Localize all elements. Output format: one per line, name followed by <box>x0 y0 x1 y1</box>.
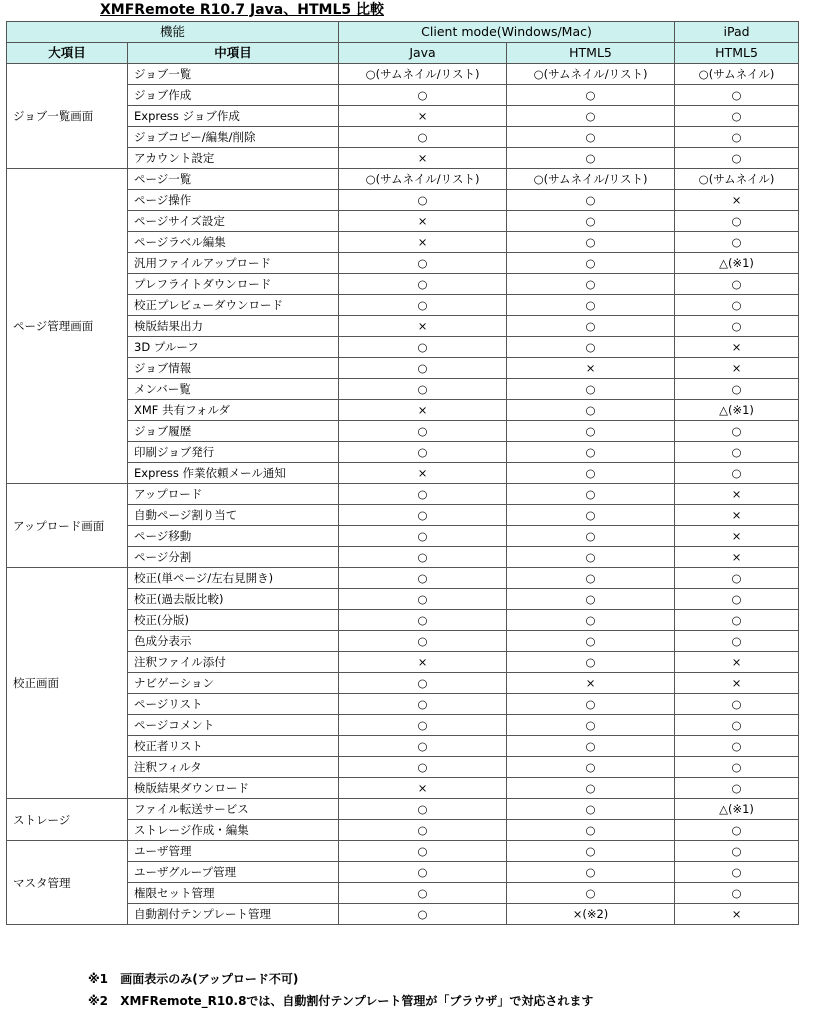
feature-cell: 3D プルーフ <box>128 337 339 358</box>
feature-cell: ページコメント <box>128 715 339 736</box>
html5-cell: ○ <box>507 316 675 337</box>
ipad-cell: ○ <box>675 694 799 715</box>
footnote-1 <box>88 968 593 990</box>
java-cell: × <box>339 463 507 484</box>
feature-cell: ジョブ作成 <box>128 85 339 106</box>
feature-cell: Express 作業依頼メール通知 <box>128 463 339 484</box>
category-cell: ストレージ <box>7 799 128 841</box>
html5-cell: ○ <box>507 337 675 358</box>
java-cell: ○ <box>339 274 507 295</box>
ipad-cell: ○ <box>675 820 799 841</box>
ipad-cell: ○ <box>675 610 799 631</box>
feature-cell: ページ移動 <box>128 526 339 547</box>
feature-cell: ユーザ管理 <box>128 841 339 862</box>
java-cell: ○ <box>339 841 507 862</box>
ipad-cell: × <box>675 673 799 694</box>
java-cell: ○ <box>339 568 507 589</box>
header-daikoumoku: 大項目 <box>7 43 128 64</box>
html5-cell: ○ <box>507 757 675 778</box>
java-cell: ○ <box>339 484 507 505</box>
ipad-cell: ○ <box>675 463 799 484</box>
feature-cell: 検版結果出力 <box>128 316 339 337</box>
table-row <box>7 484 799 505</box>
feature-cell: ナビゲーション <box>128 673 339 694</box>
java-cell: ○ <box>339 547 507 568</box>
html5-cell: ○ <box>507 463 675 484</box>
header-ipad: iPad <box>675 22 799 43</box>
ipad-cell: × <box>675 526 799 547</box>
footnote-mark: ※1 <box>88 972 109 986</box>
java-cell: ○ <box>339 757 507 778</box>
html5-cell: ○ <box>507 841 675 862</box>
html5-cell: ○ <box>507 400 675 421</box>
ipad-cell: × <box>675 547 799 568</box>
feature-cell: 注釈フィルタ <box>128 757 339 778</box>
java-cell: ○ <box>339 862 507 883</box>
html5-cell: ○ <box>507 799 675 820</box>
feature-cell: ファイル転送サービス <box>128 799 339 820</box>
ipad-cell: △(※1) <box>675 253 799 274</box>
java-cell: ○ <box>339 190 507 211</box>
ipad-cell: ○ <box>675 421 799 442</box>
category-cell: マスタ管理 <box>7 841 128 925</box>
feature-cell: ページ一覧 <box>128 169 339 190</box>
ipad-cell: ○ <box>675 106 799 127</box>
html5-cell: ○ <box>507 253 675 274</box>
feature-cell: 印刷ジョブ発行 <box>128 442 339 463</box>
feature-cell: ストレージ作成・編集 <box>128 820 339 841</box>
ipad-cell: ○(サムネイル) <box>675 169 799 190</box>
header-java: Java <box>339 43 507 64</box>
footnote-text: XMFRemote_R10.8では、自動割付テンプレート管理が「ブラウザ」で対応されます <box>120 994 594 1008</box>
html5-cell: ○ <box>507 652 675 673</box>
footnote-2 <box>88 990 593 1012</box>
java-cell: ○(サムネイル/リスト) <box>339 169 507 190</box>
html5-cell: ○ <box>507 85 675 106</box>
java-cell: ○ <box>339 736 507 757</box>
ipad-cell: × <box>675 484 799 505</box>
table-row <box>7 568 799 589</box>
feature-cell: 注釈ファイル添付 <box>128 652 339 673</box>
java-cell: ○ <box>339 715 507 736</box>
ipad-cell: ○ <box>675 295 799 316</box>
java-cell: ○ <box>339 799 507 820</box>
java-cell: × <box>339 400 507 421</box>
feature-cell: 権限セット管理 <box>128 883 339 904</box>
header-row-1 <box>7 22 799 43</box>
ipad-cell: ○ <box>675 841 799 862</box>
feature-cell: 校正(過去版比較) <box>128 589 339 610</box>
java-cell: ○ <box>339 505 507 526</box>
table-body <box>7 64 799 925</box>
html5-cell: ○(サムネイル/リスト) <box>507 169 675 190</box>
html5-cell: ○ <box>507 631 675 652</box>
feature-cell: XMF 共有フォルダ <box>128 400 339 421</box>
java-cell: × <box>339 316 507 337</box>
java-cell: ○ <box>339 694 507 715</box>
feature-cell: 校正(単ページ/左右見開き) <box>128 568 339 589</box>
footnotes <box>88 968 593 1012</box>
header-html5-ipad: HTML5 <box>675 43 799 64</box>
html5-cell: ○ <box>507 883 675 904</box>
java-cell: ○ <box>339 127 507 148</box>
html5-cell: ○ <box>507 862 675 883</box>
feature-cell: ページサイズ設定 <box>128 211 339 232</box>
comparison-table <box>6 21 799 925</box>
feature-cell: ジョブ一覧 <box>128 64 339 85</box>
feature-cell: アップロード <box>128 484 339 505</box>
html5-cell: × <box>507 358 675 379</box>
feature-cell: 汎用ファイルアップロード <box>128 253 339 274</box>
html5-cell: ○ <box>507 127 675 148</box>
feature-cell: メンバー覧 <box>128 379 339 400</box>
java-cell: ○ <box>339 589 507 610</box>
ipad-cell: ○ <box>675 379 799 400</box>
java-cell: ○ <box>339 337 507 358</box>
java-cell: ○ <box>339 85 507 106</box>
java-cell: ○ <box>339 442 507 463</box>
html5-cell: ○ <box>507 526 675 547</box>
html5-cell: ○ <box>507 106 675 127</box>
ipad-cell: × <box>675 652 799 673</box>
java-cell: ○ <box>339 295 507 316</box>
java-cell: × <box>339 148 507 169</box>
ipad-cell: ○ <box>675 127 799 148</box>
java-cell: ○ <box>339 631 507 652</box>
java-cell: ○ <box>339 358 507 379</box>
html5-cell: ○ <box>507 148 675 169</box>
category-cell: 校正画面 <box>7 568 128 799</box>
ipad-cell: △(※1) <box>675 400 799 421</box>
feature-cell: 校正プレビューダウンロード <box>128 295 339 316</box>
feature-cell: ページリスト <box>128 694 339 715</box>
ipad-cell: × <box>675 505 799 526</box>
feature-cell: 校正(分版) <box>128 610 339 631</box>
category-cell: ジョブ一覧画面 <box>7 64 128 169</box>
feature-cell: ページ分割 <box>128 547 339 568</box>
feature-cell: 色成分表示 <box>128 631 339 652</box>
java-cell: × <box>339 232 507 253</box>
html5-cell: ○ <box>507 820 675 841</box>
html5-cell: ○ <box>507 568 675 589</box>
ipad-cell: ○ <box>675 232 799 253</box>
java-cell: ○(サムネイル/リスト) <box>339 64 507 85</box>
ipad-cell: ○ <box>675 757 799 778</box>
ipad-cell: ○(サムネイル) <box>675 64 799 85</box>
ipad-cell: ○ <box>675 736 799 757</box>
html5-cell: ○ <box>507 190 675 211</box>
ipad-cell: ○ <box>675 148 799 169</box>
java-cell: ○ <box>339 379 507 400</box>
ipad-cell: ○ <box>675 715 799 736</box>
java-cell: ○ <box>339 904 507 925</box>
ipad-cell: ○ <box>675 862 799 883</box>
ipad-cell: × <box>675 190 799 211</box>
html5-cell: × <box>507 673 675 694</box>
java-cell: ○ <box>339 673 507 694</box>
feature-cell: 検版結果ダウンロード <box>128 778 339 799</box>
feature-cell: Express ジョブ作成 <box>128 106 339 127</box>
html5-cell: ○ <box>507 736 675 757</box>
html5-cell: ○(サムネイル/リスト) <box>507 64 675 85</box>
ipad-cell: ○ <box>675 442 799 463</box>
feature-cell: 校正者リスト <box>128 736 339 757</box>
feature-cell: ページラベル編集 <box>128 232 339 253</box>
header-row-2 <box>7 43 799 64</box>
html5-cell: ○ <box>507 232 675 253</box>
java-cell: ○ <box>339 421 507 442</box>
ipad-cell: ○ <box>675 778 799 799</box>
feature-cell: ジョブコピー/編集/削除 <box>128 127 339 148</box>
html5-cell: ○ <box>507 442 675 463</box>
feature-cell: 自動割付テンプレート管理 <box>128 904 339 925</box>
html5-cell: ○ <box>507 379 675 400</box>
feature-cell: ユーザグループ管理 <box>128 862 339 883</box>
table-row <box>7 799 799 820</box>
ipad-cell: × <box>675 337 799 358</box>
ipad-cell: ○ <box>675 85 799 106</box>
ipad-cell: ○ <box>675 589 799 610</box>
category-cell: アップロード画面 <box>7 484 128 568</box>
html5-cell: ○ <box>507 421 675 442</box>
table-row <box>7 841 799 862</box>
html5-cell: ○ <box>507 694 675 715</box>
feature-cell: ページ操作 <box>128 190 339 211</box>
java-cell: ○ <box>339 526 507 547</box>
header-chuukoumoku: 中項目 <box>128 43 339 64</box>
html5-cell: ×(※2) <box>507 904 675 925</box>
ipad-cell: ○ <box>675 316 799 337</box>
header-html5-client: HTML5 <box>507 43 675 64</box>
ipad-cell: △(※1) <box>675 799 799 820</box>
header-kinou: 機能 <box>7 22 339 43</box>
ipad-cell: ○ <box>675 274 799 295</box>
ipad-cell: ○ <box>675 883 799 904</box>
html5-cell: ○ <box>507 274 675 295</box>
ipad-cell: ○ <box>675 568 799 589</box>
feature-cell: アカウント設定 <box>128 148 339 169</box>
java-cell: × <box>339 778 507 799</box>
java-cell: × <box>339 106 507 127</box>
footnote-text: 画面表示のみ(アップロード不可) <box>120 972 299 986</box>
html5-cell: ○ <box>507 589 675 610</box>
html5-cell: ○ <box>507 211 675 232</box>
table-row <box>7 169 799 190</box>
java-cell: × <box>339 211 507 232</box>
html5-cell: ○ <box>507 484 675 505</box>
feature-cell: 自動ページ割り当て <box>128 505 339 526</box>
html5-cell: ○ <box>507 295 675 316</box>
html5-cell: ○ <box>507 505 675 526</box>
feature-cell: ジョブ履歴 <box>128 421 339 442</box>
page-title: XMFRemote R10.7 Java、HTML5 比較 <box>100 2 384 18</box>
table-row <box>7 64 799 85</box>
java-cell: ○ <box>339 820 507 841</box>
html5-cell: ○ <box>507 547 675 568</box>
footnote-mark: ※2 <box>88 994 109 1008</box>
feature-cell: プレフライトダウンロード <box>128 274 339 295</box>
ipad-cell: × <box>675 358 799 379</box>
category-cell: ページ管理画面 <box>7 169 128 484</box>
java-cell: ○ <box>339 610 507 631</box>
ipad-cell: × <box>675 904 799 925</box>
ipad-cell: ○ <box>675 631 799 652</box>
java-cell: × <box>339 652 507 673</box>
java-cell: ○ <box>339 883 507 904</box>
java-cell: ○ <box>339 253 507 274</box>
ipad-cell: ○ <box>675 211 799 232</box>
html5-cell: ○ <box>507 778 675 799</box>
html5-cell: ○ <box>507 610 675 631</box>
html5-cell: ○ <box>507 715 675 736</box>
feature-cell: ジョブ情報 <box>128 358 339 379</box>
header-client-mode: Client mode(Windows/Mac) <box>339 22 675 43</box>
